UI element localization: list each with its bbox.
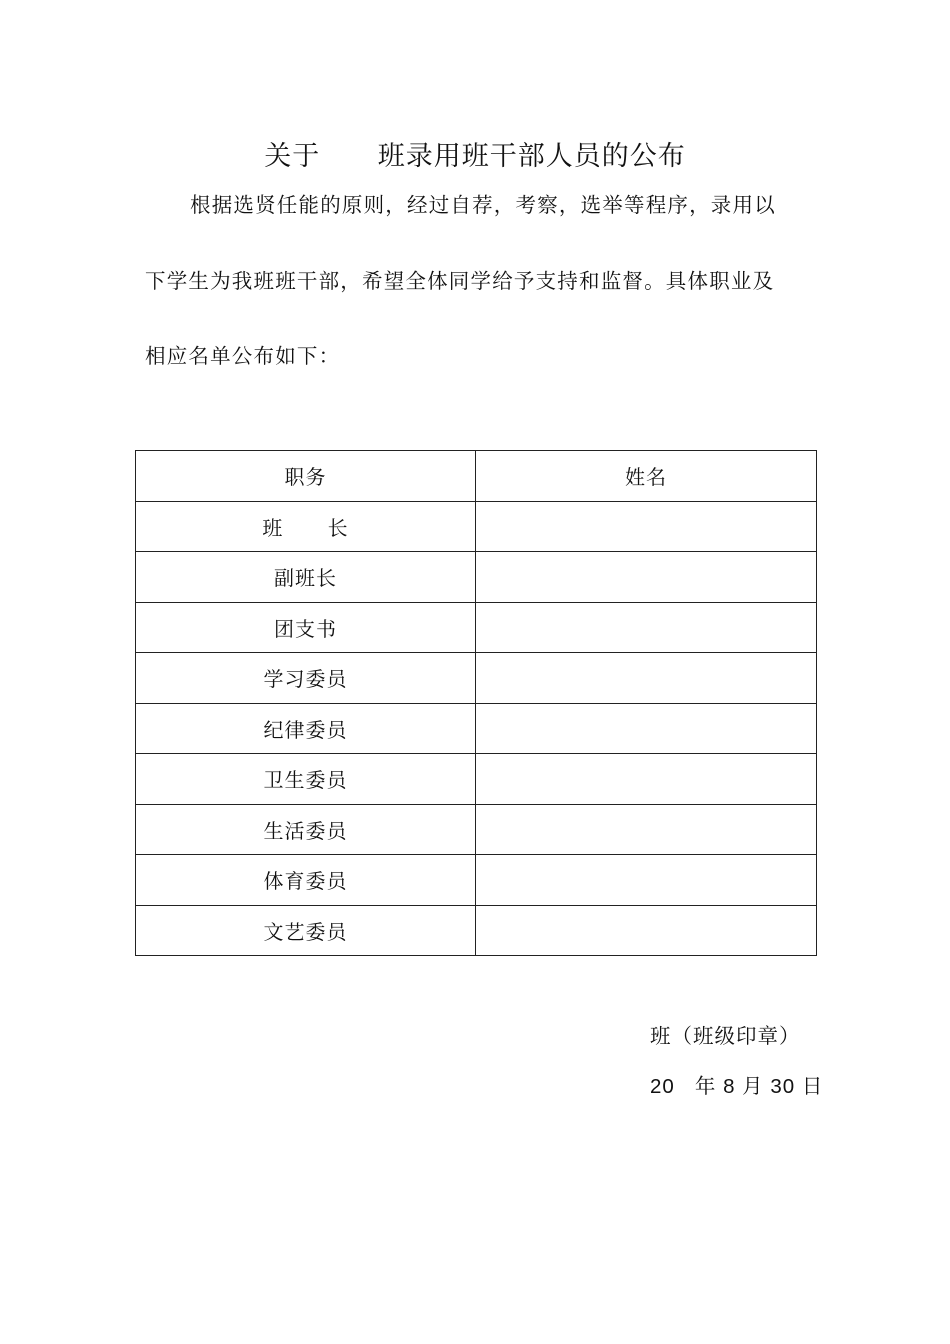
name-cell xyxy=(476,703,817,754)
position-cell: 学习委员 xyxy=(136,653,476,704)
cadre-roster-table xyxy=(135,450,817,956)
table-row xyxy=(136,552,817,603)
table-row xyxy=(136,703,817,754)
name-cell xyxy=(476,602,817,653)
name-cell xyxy=(476,905,817,956)
name-cell xyxy=(476,552,817,603)
table-row xyxy=(136,653,817,704)
table-row xyxy=(136,804,817,855)
name-cell xyxy=(476,754,817,805)
table-row xyxy=(136,855,817,906)
name-cell xyxy=(476,804,817,855)
name-cell xyxy=(476,501,817,552)
table-header-row xyxy=(136,451,817,502)
header-position: 职务 xyxy=(136,451,476,502)
intro-paragraph-line-1: 根据选贤任能的原则，经过自荐，考察，选举等程序，录用以 xyxy=(190,193,776,217)
class-seal-line: 班（班级印章） xyxy=(650,1024,801,1048)
document-title: 关于 班录用班干部人员的公布 xyxy=(264,141,686,172)
position-cell: 班 长 xyxy=(136,501,476,552)
intro-paragraph-line-2: 下学生为我班班干部，希望全体同学给予支持和监督。具体职业及 xyxy=(145,269,775,293)
table-row xyxy=(136,905,817,956)
position-cell: 生活委员 xyxy=(136,804,476,855)
position-cell: 文艺委员 xyxy=(136,905,476,956)
table-row xyxy=(136,602,817,653)
name-cell xyxy=(476,653,817,704)
position-cell: 团支书 xyxy=(136,602,476,653)
date-line: 20 年 8 月 30 日 xyxy=(650,1075,824,1098)
header-name: 姓名 xyxy=(476,451,817,502)
table-row xyxy=(136,501,817,552)
position-cell: 副班长 xyxy=(136,552,476,603)
intro-paragraph-line-3: 相应名单公布如下： xyxy=(145,344,341,368)
position-cell: 纪律委员 xyxy=(136,703,476,754)
position-cell: 体育委员 xyxy=(136,855,476,906)
table-row xyxy=(136,754,817,805)
name-cell xyxy=(476,855,817,906)
position-cell: 卫生委员 xyxy=(136,754,476,805)
